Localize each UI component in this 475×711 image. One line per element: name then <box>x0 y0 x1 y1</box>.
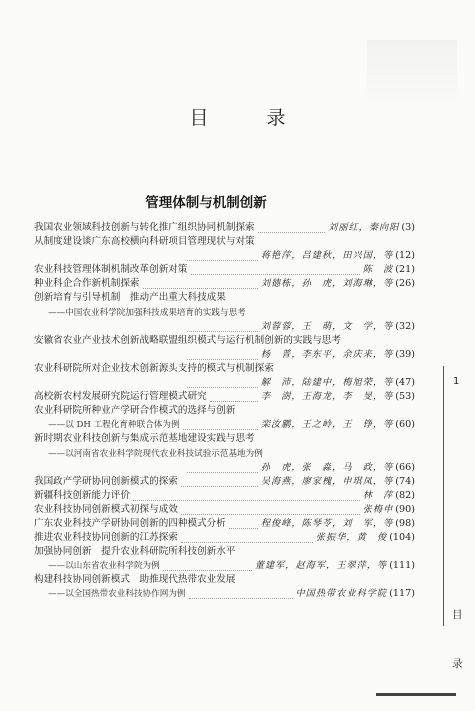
entry-authors: 解 沛，陆建中，梅旭荣，等 <box>260 377 394 389</box>
entry-authors: 杨 普，李东平，余庆来，等 <box>260 348 394 360</box>
leader-dots <box>187 322 258 332</box>
toc-entry[interactable] <box>34 320 415 334</box>
entry-page: (39) <box>395 348 415 360</box>
entry-page: (82) <box>395 489 415 501</box>
side-label-bottom: 录 <box>452 658 463 670</box>
entry-page: (32) <box>395 320 415 332</box>
side-page-number: 1 <box>453 376 460 387</box>
toc-entry[interactable] <box>34 573 415 587</box>
toc-entry[interactable] <box>34 461 415 475</box>
entry-page: (90) <box>395 503 415 515</box>
entry-title: 加强协同创新 提升农业科研院所科技创新水平 <box>34 546 236 558</box>
leader-dots <box>143 279 258 289</box>
side-label-top: 目 <box>452 609 463 621</box>
entry-title: 我国农业领域科技创新与转化推广组织协同机制探索 <box>34 222 255 233</box>
leader-dots <box>187 251 258 261</box>
entry-authors: 刘蓉蓉，王 萌，文 学，等 <box>260 320 394 332</box>
entry-authors: 张振华，黄 俊 <box>315 532 388 544</box>
leader-dots <box>187 463 258 473</box>
entry-title: 新时期农业科技创新与集成示范基地建设实践与思考 <box>34 433 255 445</box>
toc-entry[interactable] <box>34 475 415 489</box>
footer-bar <box>376 693 456 696</box>
leader-dots <box>181 505 360 515</box>
toc-entry[interactable] <box>34 362 415 376</box>
entry-page: (60) <box>395 419 415 431</box>
toc-entry[interactable] <box>34 306 415 320</box>
toc-entry[interactable] <box>34 390 415 404</box>
entry-authors: 蒋艳萍，吕建秋，田兴国，等 <box>260 250 394 262</box>
entry-title: 种业科企合作新机制探索 <box>34 278 140 290</box>
entry-title: 构建科技协同创新模式 助推现代热带农业发展 <box>34 574 236 586</box>
entry-authors: 陈 波 <box>362 264 394 276</box>
toc-entry[interactable] <box>34 432 415 446</box>
entry-title: 创新培育与引导机制 推动产出重大科技成果 <box>34 292 226 304</box>
toc-entry[interactable] <box>34 404 415 418</box>
entry-authors: 吴海燕，廖家槐，申琪凤，等 <box>260 475 394 487</box>
leader-dots <box>187 378 258 388</box>
leader-dots <box>191 265 360 275</box>
entry-title: 高校新农村发展研究院运行管理模式研究 <box>34 391 207 403</box>
entry-page: (98) <box>395 517 415 529</box>
entry-page: (12) <box>395 250 415 262</box>
toc-entry[interactable] <box>34 545 415 559</box>
toc-entry[interactable] <box>34 447 415 461</box>
leader-dots <box>258 223 325 233</box>
toc-entry[interactable] <box>34 376 415 390</box>
entry-title: 从制度建设谈广东高校横向科研项目管理现状与对策 <box>34 236 255 248</box>
leader-dots <box>181 533 313 543</box>
toc-entry[interactable] <box>34 489 415 503</box>
entry-authors: 孙 虎，张 淼，马 政，等 <box>260 461 394 473</box>
entry-page: (47) <box>395 377 415 389</box>
entry-authors: 刘丽红，秦向阳 <box>328 222 400 233</box>
entry-title: 农业科研院所对企业技术创新源头支持的模式与机制探索 <box>34 362 274 374</box>
entry-title: 推进农业科技协同创新的江苏探索 <box>34 532 178 544</box>
entry-authors: 刘德栋，孙 虎，刘海琳，等 <box>260 278 394 290</box>
toc-entry[interactable] <box>34 587 415 601</box>
toc-entry[interactable] <box>34 517 415 531</box>
entry-page: (66) <box>395 461 415 473</box>
toc-entry[interactable] <box>34 559 415 573</box>
toc-entry[interactable] <box>34 503 415 517</box>
leader-dots <box>210 392 258 402</box>
entry-title: 我国政产学研协同创新模式的探索 <box>34 475 178 487</box>
entry-page: (117) <box>389 588 415 600</box>
toc-entry[interactable] <box>34 418 415 432</box>
entry-title: 农业科技协同创新模式初探与成效 <box>34 503 178 515</box>
leader-dots <box>229 519 258 529</box>
toc-entry[interactable] <box>34 263 415 277</box>
entry-authors: 中国热带农业科学院 <box>295 588 388 600</box>
page-title: 目 录 <box>189 107 312 129</box>
entry-authors: 张梅申 <box>362 503 394 515</box>
toc-entry[interactable] <box>34 277 415 291</box>
entry-title: 农业科技管理体制机制改革创新对策 <box>34 264 188 276</box>
table-of-contents <box>34 221 415 602</box>
leader-dots <box>181 477 258 487</box>
toc-entry[interactable] <box>34 221 415 235</box>
entry-page: (74) <box>395 475 415 487</box>
entry-title: ——以 DH 工程化育种联合体为例 <box>48 420 180 431</box>
entry-page: (3) <box>401 222 415 233</box>
entry-title: 新疆科技创新能力评价 <box>34 489 130 501</box>
entry-authors: 林 萍 <box>362 489 394 501</box>
side-rule <box>443 366 444 626</box>
entry-page: (111) <box>389 560 415 572</box>
entry-page: (53) <box>395 391 415 403</box>
toc-entry[interactable] <box>34 235 415 249</box>
toc-entry[interactable] <box>34 348 415 362</box>
toc-entry[interactable] <box>34 291 415 305</box>
entry-page: (26) <box>395 278 415 290</box>
entry-page: (21) <box>395 264 415 276</box>
entry-subtitle: ——以河南省农业科学院现代农业科技试验示范基地为例 <box>48 448 263 459</box>
entry-title: 广东农业科技产学研协同创新的四种模式分析 <box>34 517 226 529</box>
entry-subtitle: ——中国农业科学院加强科技成果培育的实践与思考 <box>48 307 246 318</box>
toc-entry[interactable] <box>34 249 415 263</box>
leader-dots <box>163 561 252 571</box>
entry-title: 农业科研院所种业产学研合作模式的选择与创新 <box>34 405 236 417</box>
entry-authors: 董建军，赵海军，王翠萍，等 <box>254 560 388 572</box>
leader-dots <box>183 420 258 430</box>
leader-dots <box>189 589 293 599</box>
entry-authors: 栾汝鹏，王之岭，王 铮，等 <box>260 419 394 431</box>
section-title: 管理体制与机制创新 <box>145 195 267 211</box>
toc-entry[interactable] <box>34 334 415 348</box>
toc-entry[interactable] <box>34 531 415 545</box>
entry-authors: 李 澍，王海龙，李 旻，等 <box>260 391 394 403</box>
entry-title: ——以全国热带农业科技协作网为例 <box>48 589 186 600</box>
entry-title: 安徽省农业产业技术创新战略联盟组织模式与运行机制创新的实践与思考 <box>34 334 341 346</box>
entry-title: ——以山东省农业科学院为例 <box>48 561 160 572</box>
leader-dots <box>133 491 360 501</box>
entry-page: (104) <box>389 532 415 544</box>
leader-dots <box>187 350 258 360</box>
entry-authors: 程俊峰，陈琴苓，刘 军，等 <box>260 517 394 529</box>
